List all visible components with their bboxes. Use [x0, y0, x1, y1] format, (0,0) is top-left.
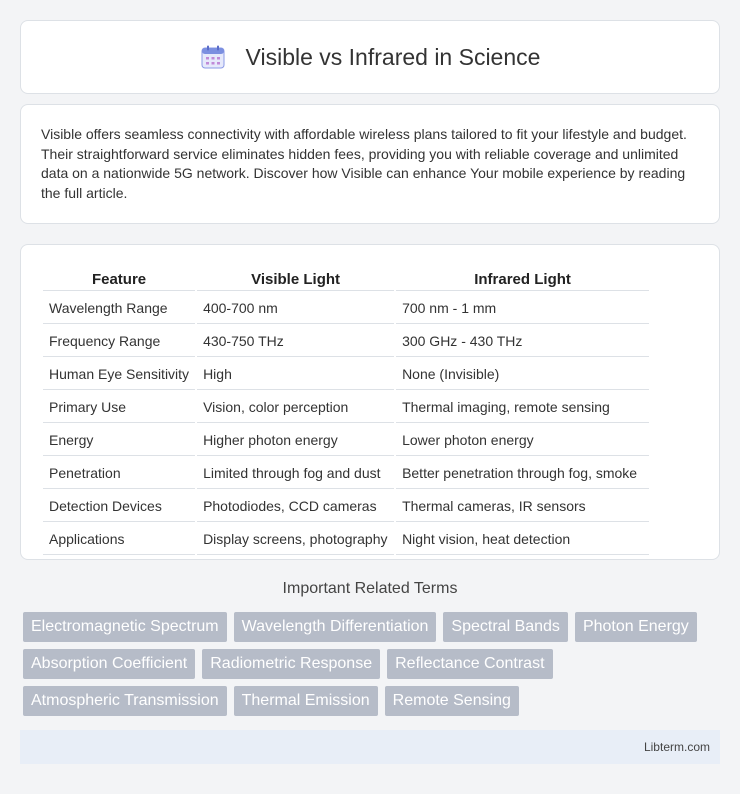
table-cell: High	[197, 359, 394, 390]
related-term-tag[interactable]: Remote Sensing	[385, 686, 519, 716]
column-header: Feature	[43, 267, 195, 291]
related-term-tag[interactable]: Photon Energy	[575, 612, 697, 642]
related-terms-title: Important Related Terms	[282, 580, 458, 597]
related-terms-list	[23, 612, 723, 716]
table-cell: Penetration	[43, 458, 195, 489]
table-header-row	[43, 267, 649, 291]
table-row	[43, 458, 649, 489]
table-cell: Detection Devices	[43, 491, 195, 522]
related-term-tag[interactable]: Spectral Bands	[443, 612, 568, 642]
table-cell: Applications	[43, 524, 195, 555]
table-cell: 400-700 nm	[197, 293, 394, 324]
related-term-tag[interactable]: Radiometric Response	[202, 649, 380, 679]
table-cell: Photodiodes, CCD cameras	[197, 491, 394, 522]
table-row	[43, 491, 649, 522]
related-term-tag[interactable]: Thermal Emission	[234, 686, 378, 716]
column-header: Visible Light	[197, 267, 394, 291]
table-cell: Wavelength Range	[43, 293, 195, 324]
table-cell: Display screens, photography	[197, 524, 394, 555]
table-cell: Frequency Range	[43, 326, 195, 357]
table-cell: 430-750 THz	[197, 326, 394, 357]
table-row	[43, 326, 649, 357]
table-cell: Thermal imaging, remote sensing	[396, 392, 649, 423]
table-row	[43, 359, 649, 390]
intro-text: Visible offers seamless connectivity with affordable wireless plans tailored to fit your lifestyle and budget. Their straightforward service eliminates hidden fees, providing you with reliable coverage and unlimited data on a nationwide 5G network. Discover how Visible can enhance Your mobile experience by reading the full article.	[41, 126, 687, 201]
table-row	[43, 293, 649, 324]
page-title: Visible vs Infrared in Science	[245, 43, 541, 70]
table-cell: Energy	[43, 425, 195, 456]
table-cell: None (Invisible)	[396, 359, 649, 390]
comparison-table	[41, 265, 651, 557]
table-cell: Human Eye Sensitivity	[43, 359, 195, 390]
table-cell: Limited through fog and dust	[197, 458, 394, 489]
related-term-tag[interactable]: Wavelength Differentiation	[234, 612, 437, 642]
related-term-tag[interactable]: Absorption Coefficient	[23, 649, 195, 679]
table-cell: Higher photon energy	[197, 425, 394, 456]
table-cell: Lower photon energy	[396, 425, 649, 456]
related-term-tag[interactable]: Atmospheric Transmission	[23, 686, 227, 716]
table-cell: Thermal cameras, IR sensors	[396, 491, 649, 522]
table-row	[43, 425, 649, 456]
intro-card	[20, 104, 720, 224]
table-cell: Primary Use	[43, 392, 195, 423]
related-term-tag[interactable]: Electromagnetic Spectrum	[23, 612, 227, 642]
footer-link[interactable]: Libterm.com	[643, 740, 710, 754]
comparison-card	[20, 244, 720, 560]
table-cell: Night vision, heat detection	[396, 524, 649, 555]
related-term-tag[interactable]: Reflectance Contrast	[387, 649, 552, 679]
table-row	[43, 524, 649, 555]
table-cell: 700 nm - 1 mm	[396, 293, 649, 324]
calendar-icon	[200, 44, 226, 70]
table-cell: Better penetration through fog, smoke	[396, 458, 649, 489]
table-row	[43, 392, 649, 423]
column-header: Infrared Light	[396, 267, 649, 291]
header-card	[20, 20, 720, 94]
table-cell: 300 GHz - 430 THz	[396, 326, 649, 357]
footer	[20, 730, 720, 764]
table-cell: Vision, color perception	[197, 392, 394, 423]
